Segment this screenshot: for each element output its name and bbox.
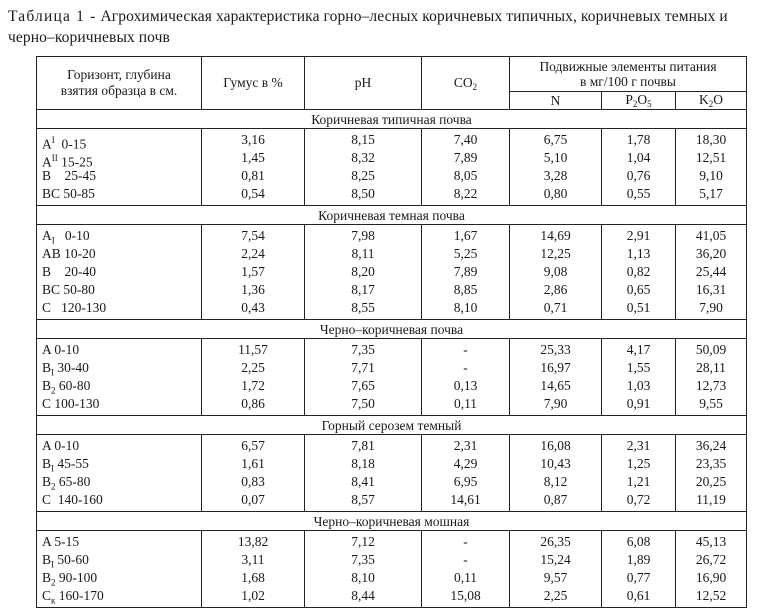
p2o5-value: 0,65	[626, 282, 651, 297]
p2o5-value: 1,89	[626, 552, 651, 567]
humus-value: 0,54	[241, 186, 265, 201]
ph-column	[305, 129, 422, 206]
section-data-row	[37, 225, 747, 320]
horizon-cell: $B_2$ 60-80	[42, 378, 91, 396]
co2-value: -	[463, 342, 468, 357]
ph-value: 7,71	[351, 360, 375, 375]
k2o-value: 18,30	[695, 132, 727, 147]
k2o-column	[676, 435, 747, 512]
horizon-cell: $A^I$ 0-15	[42, 135, 87, 152]
p2o5-value: 2,31	[626, 438, 651, 453]
horizon-cell: C 120-130	[42, 300, 107, 315]
humus-column	[202, 339, 305, 416]
humus-value: 1,36	[241, 282, 265, 297]
k2o-value: 25,44	[695, 264, 727, 279]
n-value: 8,12	[543, 474, 568, 489]
header-nutrients: Подвижные элементы питания в мг/100 г почвы	[510, 57, 747, 92]
p2o5-value: 0,91	[626, 396, 651, 411]
n-column	[510, 339, 602, 416]
section-data-row	[37, 339, 747, 416]
co2-value: 14,61	[450, 492, 481, 507]
humus-value: 0,86	[241, 396, 265, 411]
co2-value: -	[463, 552, 468, 567]
humus-value: 2,25	[241, 360, 265, 375]
horizon-cell: AB 10-20	[42, 246, 96, 261]
co2-value: 8,10	[453, 300, 478, 315]
agrochemical-table	[36, 56, 747, 608]
humus-value: 0,43	[241, 300, 265, 315]
k2o-value: 7,90	[699, 300, 723, 315]
ph-column	[305, 531, 422, 608]
horizon-cell: B 25-45	[42, 168, 97, 183]
k2o-value: 9,10	[699, 168, 723, 183]
k2o-value: 12,52	[695, 588, 727, 603]
k2o-column	[676, 339, 747, 416]
ph-column	[305, 225, 422, 320]
co2-value: 8,05	[453, 168, 478, 183]
p2o5-value: 1,25	[626, 456, 651, 471]
horizon-cell: BC 50-85	[42, 186, 95, 201]
horizon-cell: $A_I$ 0-10	[42, 228, 90, 246]
humus-column	[202, 129, 305, 206]
n-value: 14,65	[540, 378, 571, 393]
ph-column	[305, 435, 422, 512]
n-value: 0,71	[543, 300, 568, 315]
ph-value: 8,11	[351, 246, 375, 261]
co2-column	[422, 531, 510, 608]
humus-value: 0,81	[241, 168, 265, 183]
section-header-row	[37, 206, 747, 225]
section-data-row	[37, 129, 747, 206]
p2o5-value: 1,03	[626, 378, 651, 393]
n-value: 3,28	[543, 168, 568, 183]
n-value: 7,90	[543, 396, 568, 411]
p2o5-value: 6,08	[626, 534, 651, 549]
n-value: 0,80	[543, 186, 568, 201]
co2-value: 5,25	[453, 246, 478, 261]
p2o5-value: 1,04	[626, 150, 651, 165]
header-p2o5: $P_2O_5$	[602, 92, 676, 110]
horizon-column	[37, 531, 202, 608]
p2o5-column	[602, 435, 676, 512]
horizon-cell: B 20-40	[42, 264, 97, 279]
header-k2o: $K_2O$	[676, 92, 747, 110]
ph-value: 8,20	[351, 264, 375, 279]
humus-value: 0,83	[241, 474, 265, 489]
co2-value: 15,08	[450, 588, 481, 603]
k2o-value: 23,35	[695, 456, 727, 471]
horizon-column	[37, 339, 202, 416]
ph-value: 7,65	[351, 378, 375, 393]
section-data-row	[37, 435, 747, 512]
horizon-cell: A 0-10	[42, 342, 80, 357]
k2o-value: 16,31	[695, 282, 727, 297]
n-value: 9,08	[543, 264, 568, 279]
p2o5-value: 0,76	[626, 168, 651, 183]
humus-value: 13,82	[237, 534, 269, 549]
co2-value: 4,29	[453, 456, 478, 471]
horizon-cell: $B_I$ 45-55	[42, 456, 89, 474]
n-value: 0,87	[543, 492, 568, 507]
co2-column	[422, 225, 510, 320]
k2o-column	[676, 531, 747, 608]
ph-value: 7,50	[351, 396, 375, 411]
k2o-value: 20,25	[695, 474, 727, 489]
ph-value: 8,18	[351, 456, 375, 471]
p2o5-value: 0,55	[626, 186, 651, 201]
k2o-value: 28,11	[696, 360, 726, 375]
humus-column	[202, 435, 305, 512]
humus-value: 2,24	[241, 246, 265, 261]
ph-value: 8,57	[351, 492, 375, 507]
n-value: 2,25	[543, 588, 568, 603]
k2o-value: 45,13	[695, 534, 727, 549]
horizon-cell: $A^{II}$ 15-25	[42, 153, 93, 170]
humus-value: 0,07	[241, 492, 265, 507]
humus-column	[202, 225, 305, 320]
co2-value: 0,13	[453, 378, 478, 393]
ph-value: 8,15	[351, 132, 375, 147]
horizon-cell: A 0-10	[42, 438, 80, 453]
co2-value: 7,40	[453, 132, 478, 147]
n-value: 25,33	[540, 342, 571, 357]
section-header-row	[37, 110, 747, 129]
p2o5-value: 0,61	[626, 588, 651, 603]
co2-value: 2,31	[453, 438, 478, 453]
humus-value: 1,68	[241, 570, 265, 585]
humus-value: 7,54	[241, 228, 265, 243]
table-caption	[8, 6, 768, 48]
ph-value: 8,10	[351, 570, 375, 585]
co2-value: 0,11	[453, 570, 478, 585]
ph-value: 8,41	[351, 474, 375, 489]
co2-value: 8,85	[453, 282, 478, 297]
co2-value: -	[463, 534, 468, 549]
humus-value: 1,61	[241, 456, 265, 471]
k2o-column	[676, 225, 747, 320]
humus-column	[202, 531, 305, 608]
n-value: 16,08	[540, 438, 571, 453]
ph-value: 8,25	[351, 168, 375, 183]
horizon-cell: $B_2$ 90-100	[42, 570, 98, 588]
horizon-cell: $B_I$ 50-60	[42, 552, 89, 570]
horizon-column	[37, 435, 202, 512]
p2o5-value: 1,78	[626, 132, 651, 147]
ph-value: 7,81	[351, 438, 375, 453]
header-horizon: Горизонт, глубина взятия образца в см.	[37, 57, 202, 110]
horizon-column	[37, 225, 202, 320]
ph-value: 7,35	[351, 342, 375, 357]
header-co2: $CO_2$	[422, 57, 510, 110]
ph-value: 8,55	[351, 300, 375, 315]
horizon-cell: A 5-15	[42, 534, 80, 549]
co2-value: 6,95	[453, 474, 478, 489]
horizon-cell: $B_I$ 30-40	[42, 360, 89, 378]
header-n: N	[510, 92, 602, 110]
p2o5-value: 2,91	[626, 228, 651, 243]
ph-value: 7,12	[351, 534, 375, 549]
co2-column	[422, 435, 510, 512]
k2o-value: 36,20	[695, 246, 727, 261]
n-value: 12,25	[540, 246, 571, 261]
section-header-row	[37, 320, 747, 339]
humus-value: 3,16	[241, 132, 265, 147]
k2o-value: 5,17	[699, 186, 723, 201]
n-column	[510, 225, 602, 320]
section-header-row	[37, 416, 747, 435]
p2o5-column	[602, 129, 676, 206]
p2o5-column	[602, 225, 676, 320]
n-value: 16,97	[540, 360, 571, 375]
co2-value: 7,89	[453, 150, 478, 165]
caption-label: Таблица 1 -	[8, 8, 97, 25]
n-column	[510, 129, 602, 206]
co2-column	[422, 129, 510, 206]
n-value: 14,69	[540, 228, 571, 243]
ph-value: 7,35	[351, 552, 375, 567]
section-title: Коричневая типичная почва	[37, 110, 747, 129]
co2-value: 7,89	[453, 264, 478, 279]
co2-value: 8,22	[453, 186, 478, 201]
k2o-value: 12,73	[695, 378, 727, 393]
k2o-column	[676, 129, 747, 206]
header-humus: Гумус в %	[202, 57, 305, 110]
horizon-cell: BC 50-80	[42, 282, 95, 297]
horizon-cell: $B_2$ 65-80	[42, 474, 91, 492]
k2o-value: 12,51	[695, 150, 727, 165]
n-column	[510, 531, 602, 608]
humus-value: 1,45	[241, 150, 265, 165]
k2o-value: 50,09	[695, 342, 727, 357]
p2o5-value: 4,17	[626, 342, 651, 357]
p2o5-column	[602, 531, 676, 608]
header-ph: pH	[305, 57, 422, 110]
n-value: 15,24	[540, 552, 571, 567]
p2o5-value: 1,55	[626, 360, 651, 375]
humus-value: 1,72	[241, 378, 265, 393]
horizon-cell: C 100-130	[42, 396, 100, 411]
k2o-value: 26,72	[695, 552, 727, 567]
horizon-column	[37, 129, 202, 206]
section-data-row	[37, 531, 747, 608]
section-header-row	[37, 512, 747, 531]
k2o-value: 11,19	[696, 492, 726, 507]
k2o-value: 9,55	[699, 396, 723, 411]
k2o-value: 36,24	[695, 438, 727, 453]
horizon-cell: $C_к$ 160-170	[42, 588, 104, 606]
section-title: Горный серозем темный	[37, 416, 747, 435]
ph-value: 8,32	[351, 150, 375, 165]
ph-column	[305, 339, 422, 416]
humus-value: 6,57	[241, 438, 265, 453]
ph-value: 8,17	[351, 282, 375, 297]
co2-value: 0,11	[453, 396, 478, 411]
section-title: Черно–коричневая мошная	[37, 512, 747, 531]
n-column	[510, 435, 602, 512]
k2o-value: 16,90	[695, 570, 727, 585]
n-value: 2,86	[543, 282, 568, 297]
n-value: 26,35	[540, 534, 571, 549]
n-value: 9,57	[543, 570, 568, 585]
humus-value: 3,11	[241, 552, 265, 567]
n-value: 6,75	[543, 132, 568, 147]
section-title: Черно–коричневая почва	[37, 320, 747, 339]
caption-text: Агрохимическая характеристика горно–лесных коричневых типичных, коричневых темных и черно–коричневых почв	[8, 8, 728, 46]
p2o5-column	[602, 339, 676, 416]
co2-value: -	[463, 360, 468, 375]
p2o5-value: 0,77	[626, 570, 651, 585]
co2-value: 1,67	[453, 228, 478, 243]
p2o5-value: 0,72	[626, 492, 651, 507]
humus-value: 1,02	[241, 588, 265, 603]
ph-value: 8,50	[351, 186, 375, 201]
n-value: 5,10	[543, 150, 568, 165]
table-body	[37, 110, 747, 608]
k2o-value: 41,05	[695, 228, 727, 243]
p2o5-value: 0,82	[626, 264, 651, 279]
horizon-cell: C 140-160	[42, 492, 103, 507]
ph-value: 7,98	[351, 228, 375, 243]
humus-value: 11,57	[238, 342, 268, 357]
n-value: 10,43	[540, 456, 571, 471]
co2-column	[422, 339, 510, 416]
ph-value: 8,44	[351, 588, 375, 603]
section-title: Коричневая темная почва	[37, 206, 747, 225]
p2o5-value: 1,21	[626, 474, 651, 489]
p2o5-value: 0,51	[626, 300, 651, 315]
p2o5-value: 1,13	[626, 246, 651, 261]
humus-value: 1,57	[241, 264, 265, 279]
